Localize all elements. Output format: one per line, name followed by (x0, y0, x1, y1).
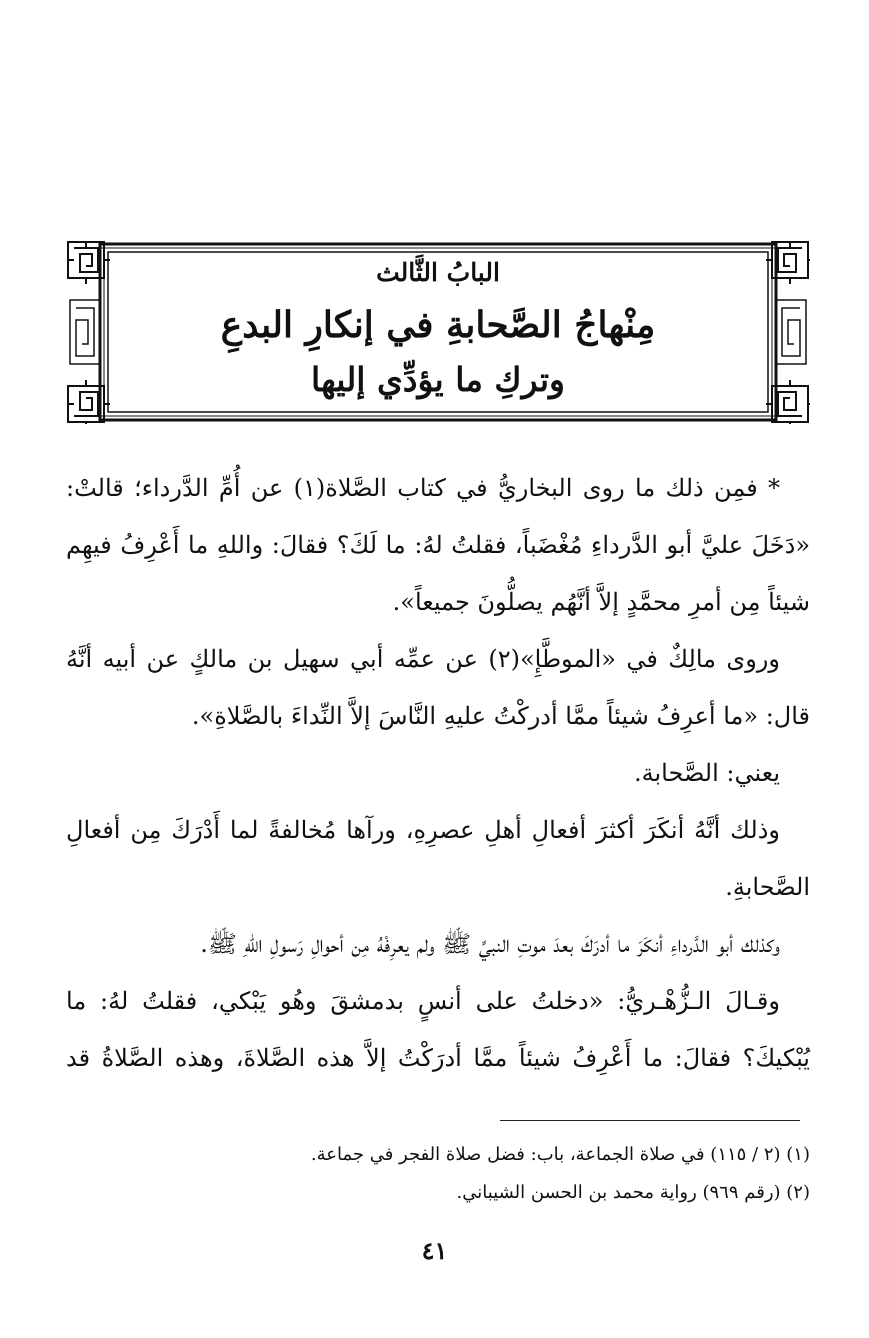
paragraph: وكذلك أبو الدَّرداءِ أنكَرَ ما أدرَكَ بعدَ موتِ النبيِّ ﷺ ولم يعرِفْهُ مِن أحوالِ رَسولِ اللهِ ﷺ. (200, 930, 780, 958)
footnote: (١) (٢ / ١١٥) في صلاة الجماعة، باب: فضل صلاة الفجر في جماعة. (310, 1144, 810, 1165)
chapter-heading (136, 240, 740, 424)
body-text (66, 460, 810, 1087)
paragraph: وروى مالِكٌ في «الموطَّإِ»(٢) عن عمِّه أبي سهيل بن مالكٍ عن أبيه أنَّهُ قال: «ما أعرِفُ شيئاً ممَّا أدركْتُ عليهِ النَّاسَ إلاَّ النِّداءَ بالصَّلاةِ». (66, 645, 810, 730)
footnote: (٢) (رقم ٩٦٩) رواية محمد بن الحسن الشيباني. (456, 1182, 810, 1203)
paragraph: * فمِن ذلك ما روى البخاريُّ في كتاب الصَّلاة(١) عن أُمِّ الدَّرداء؛ قالتْ: «دَخَلَ عليَّ أبو الدَّرداءِ مُغْضَباً، فقلتُ لهُ: ما لَكَ؟ فقالَ: واللهِ ما أَعْرِفُ فيهِم شيئاً مِن أمرِ محمَّدٍ إلاَّ أنَّهُم يصلُّونَ جميعاً». (66, 474, 810, 616)
footnotes (66, 1136, 810, 1212)
paragraph: وذلك أنَّهُ أنكَرَ أكثرَ أفعالِ أهلِ عصرِهِ، ورآها مُخالفةً لما أَدْرَكَ مِن أفعالِ الصَّحابةِ. (66, 816, 810, 901)
chapter-title-line2: وتركِ ما يؤدِّي إليها (311, 360, 565, 399)
chapter-title-line1: مِنْهاجُ الصَّحابةِ في إنكارِ البدعِ (220, 304, 656, 346)
chapter-heading-frame (66, 240, 810, 424)
chapter-number: البابُ الثَّالث (376, 258, 500, 287)
paragraph: وقـالَ الـزُّهْـريُّ: «دخلتُ على أنسٍ بدمشقَ وهُو يَبْكي، فقلتُ لهُ: ما يُبْكيكَ؟ فقالَ: ما أَعْرِفُ شيئاً ممَّا أدرَكْتُ إلاَّ هذه الصَّلاةَ، وهذه الصَّلاةُ قد (66, 987, 810, 1072)
paragraph: يعني: الصَّحابة. (634, 759, 780, 787)
page-number: ٤١ (421, 1236, 448, 1265)
footnote-separator (500, 1120, 800, 1121)
